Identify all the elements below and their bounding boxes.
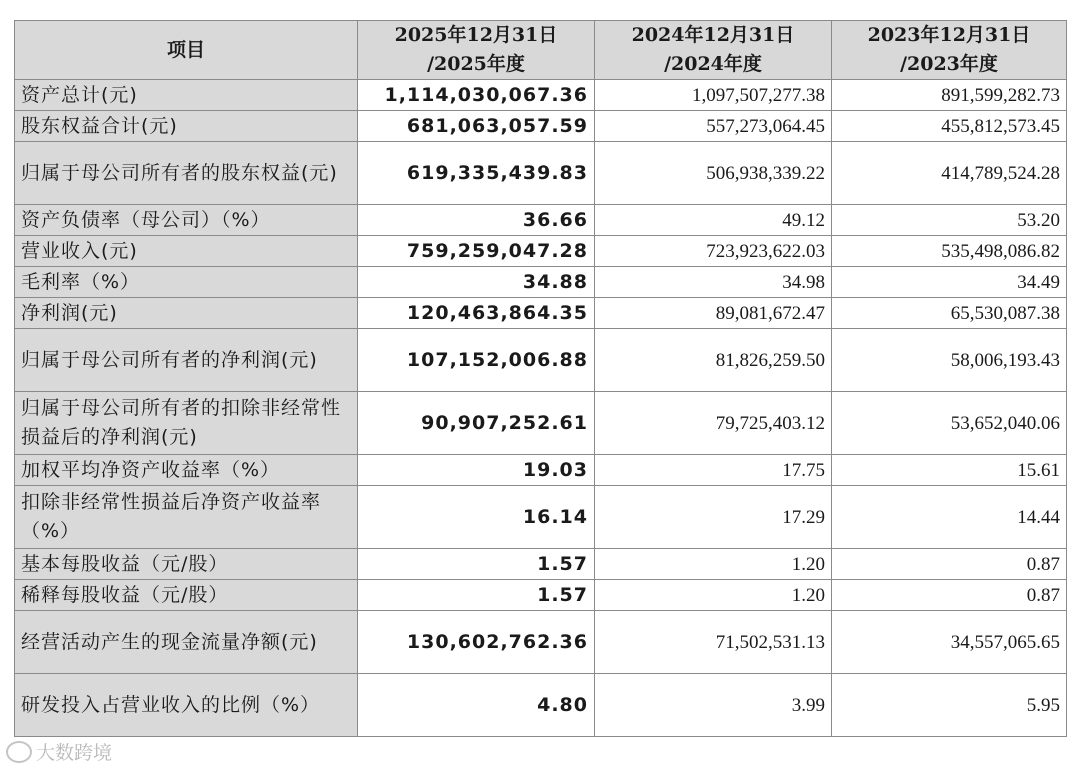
row-label: 归属于母公司所有者的净利润(元)	[15, 329, 358, 392]
value-2023: 5.95	[832, 674, 1067, 737]
row-label: 股东权益合计(元)	[15, 111, 358, 142]
table-row	[15, 580, 1067, 611]
value-2025: 16.14	[358, 486, 595, 549]
value-2024: 79,725,403.12	[595, 392, 832, 455]
value-2023: 53.20	[832, 205, 1067, 236]
value-2023: 53,652,040.06	[832, 392, 1067, 455]
table-row	[15, 392, 1067, 455]
table-row	[15, 111, 1067, 142]
value-2025: 36.66	[358, 205, 595, 236]
value-2023: 891,599,282.73	[832, 80, 1067, 111]
row-label: 归属于母公司所有者的扣除非经常性损益后的净利润(元)	[15, 392, 358, 455]
value-2024: 1.20	[595, 580, 832, 611]
value-2023: 414,789,524.28	[832, 142, 1067, 205]
value-2023: 0.87	[832, 580, 1067, 611]
value-2025: 759,259,047.28	[358, 236, 595, 267]
weibo-icon	[6, 741, 32, 763]
value-2025: 1.57	[358, 580, 595, 611]
value-2024: 506,938,339.22	[595, 142, 832, 205]
value-2024: 17.75	[595, 455, 832, 486]
row-label: 经营活动产生的现金流量净额(元)	[15, 611, 358, 674]
value-2024: 17.29	[595, 486, 832, 549]
value-2025: 619,335,439.83	[358, 142, 595, 205]
value-2023: 0.87	[832, 549, 1067, 580]
value-2025: 4.80	[358, 674, 595, 737]
value-2024: 49.12	[595, 205, 832, 236]
value-2024: 557,273,064.45	[595, 111, 832, 142]
header-2023: 2023年12月31日 /2023年度	[832, 21, 1067, 80]
value-2024: 89,081,672.47	[595, 298, 832, 329]
value-2025: 1.57	[358, 549, 595, 580]
row-label: 营业收入(元)	[15, 236, 358, 267]
value-2024: 71,502,531.13	[595, 611, 832, 674]
row-label: 资产负债率（母公司）（%）	[15, 205, 358, 236]
row-label: 研发投入占营业收入的比例（%）	[15, 674, 358, 737]
table-row	[15, 298, 1067, 329]
table-row	[15, 329, 1067, 392]
table-row	[15, 236, 1067, 267]
value-2023: 65,530,087.38	[832, 298, 1067, 329]
value-2024: 34.98	[595, 267, 832, 298]
value-2024: 81,826,259.50	[595, 329, 832, 392]
table-row	[15, 549, 1067, 580]
value-2024: 723,923,622.03	[595, 236, 832, 267]
value-2025: 1,114,030,067.36	[358, 80, 595, 111]
header-2025: 2025年12月31日 /2025年度	[358, 21, 595, 80]
value-2023: 14.44	[832, 486, 1067, 549]
value-2025: 120,463,864.35	[358, 298, 595, 329]
table-row	[15, 80, 1067, 111]
table-row	[15, 267, 1067, 298]
header-row	[15, 21, 1067, 80]
value-2024: 1.20	[595, 549, 832, 580]
table-row	[15, 486, 1067, 549]
value-2023: 15.61	[832, 455, 1067, 486]
value-2024: 1,097,507,277.38	[595, 80, 832, 111]
value-2025: 19.03	[358, 455, 595, 486]
value-2025: 130,602,762.36	[358, 611, 595, 674]
value-2024: 3.99	[595, 674, 832, 737]
financial-summary-table	[14, 20, 1067, 737]
value-2023: 58,006,193.43	[832, 329, 1067, 392]
row-label: 稀释每股收益（元/股）	[15, 580, 358, 611]
table-row	[15, 611, 1067, 674]
row-label: 加权平均净资产收益率（%）	[15, 455, 358, 486]
header-2024: 2024年12月31日 /2024年度	[595, 21, 832, 80]
row-label: 净利润(元)	[15, 298, 358, 329]
watermark	[6, 738, 112, 765]
table-row	[15, 142, 1067, 205]
value-2023: 455,812,573.45	[832, 111, 1067, 142]
value-2023: 34.49	[832, 267, 1067, 298]
value-2025: 107,152,006.88	[358, 329, 595, 392]
value-2023: 535,498,086.82	[832, 236, 1067, 267]
row-label: 扣除非经常性损益后净资产收益率（%）	[15, 486, 358, 549]
value-2025: 681,063,057.59	[358, 111, 595, 142]
table-row	[15, 455, 1067, 486]
table-row	[15, 674, 1067, 737]
header-item: 项目	[15, 21, 358, 80]
table-row	[15, 205, 1067, 236]
watermark-text: 大数跨境	[36, 742, 113, 764]
value-2025: 90,907,252.61	[358, 392, 595, 455]
row-label: 资产总计(元)	[15, 80, 358, 111]
row-label: 毛利率（%）	[15, 267, 358, 298]
value-2025: 34.88	[358, 267, 595, 298]
value-2023: 34,557,065.65	[832, 611, 1067, 674]
row-label: 基本每股收益（元/股）	[15, 549, 358, 580]
row-label: 归属于母公司所有者的股东权益(元)	[15, 142, 358, 205]
